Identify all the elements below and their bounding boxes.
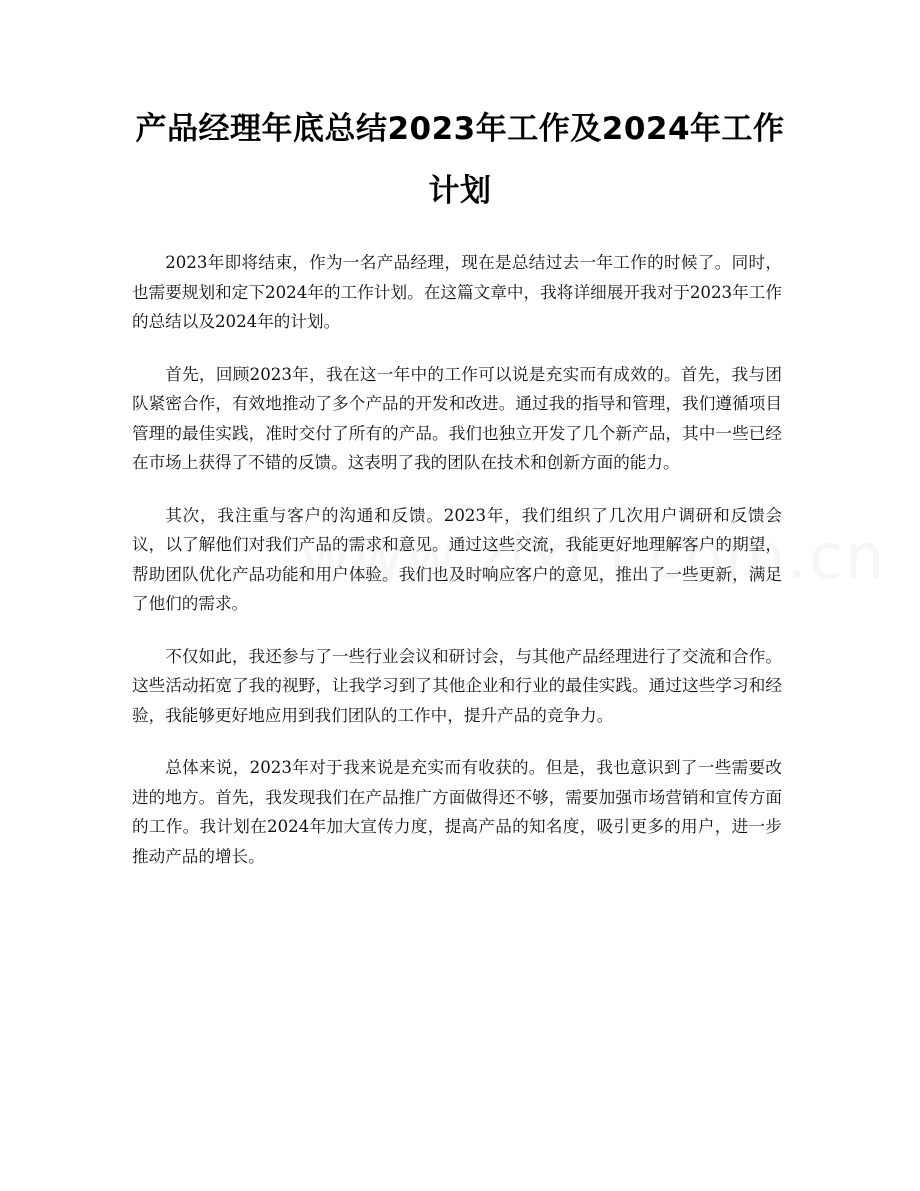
paragraph-summary: 总体来说，2023年对于我来说是充实而有收获的。但是，我也意识到了一些需要改进的地方。首先，我发现我们在产品推广方面做得还不够，需要加强市场营销和宣传方面的工作。我计划在2024年加大宣传力度，提高产品的知名度，吸引更多的用户，进一步推动产品的增长。 — [132, 758, 782, 866]
paragraph-industry: 不仅如此，我还参与了一些行业会议和研讨会，与其他产品经理进行了交流和合作。这些活动拓宽了我的视野，让我学习到了其他企业和行业的最佳实践。通过这些学习和经验，我能够更好地应用到我们团队的工作中，提升产品的竞争力。 — [132, 646, 782, 725]
document-body — [132, 248, 782, 894]
paragraph-intro: 2023年即将结束，作为一名产品经理，现在是总结过去一年工作的时候了。同时，也需要规划和定下2024年的工作计划。在这篇文章中，我将详细展开我对于2023年工作的总结以及2024年的计划。 — [132, 253, 782, 331]
paragraph-review: 首先，回顾2023年，我在这一年中的工作可以说是充实而有成效的。首先，我与团队紧密合作，有效地推动了多个产品的开发和改进。通过我的指导和管理，我们遵循项目管理的最佳实践，准时交付了所有的产品。我们也独立开发了几个新产品，其中一些已经在市场上获得了不错的反馈。这表明了我的团队在技术和创新方面的能力。 — [132, 364, 782, 472]
document-title: 产品经理年底总结2023年工作及2024年工作计划 — [135, 111, 785, 209]
paragraph-customer: 其次，我注重与客户的沟通和反馈。2023年，我们组织了几次用户调研和反馈会议，以了解他们对我们产品的需求和意见。通过这些交流，我能更好地理解客户的期望，帮助团队优化产品功能和用户体验。我们也及时响应客户的意见，推出了一些更新，满足了他们的需求。 — [132, 505, 782, 613]
